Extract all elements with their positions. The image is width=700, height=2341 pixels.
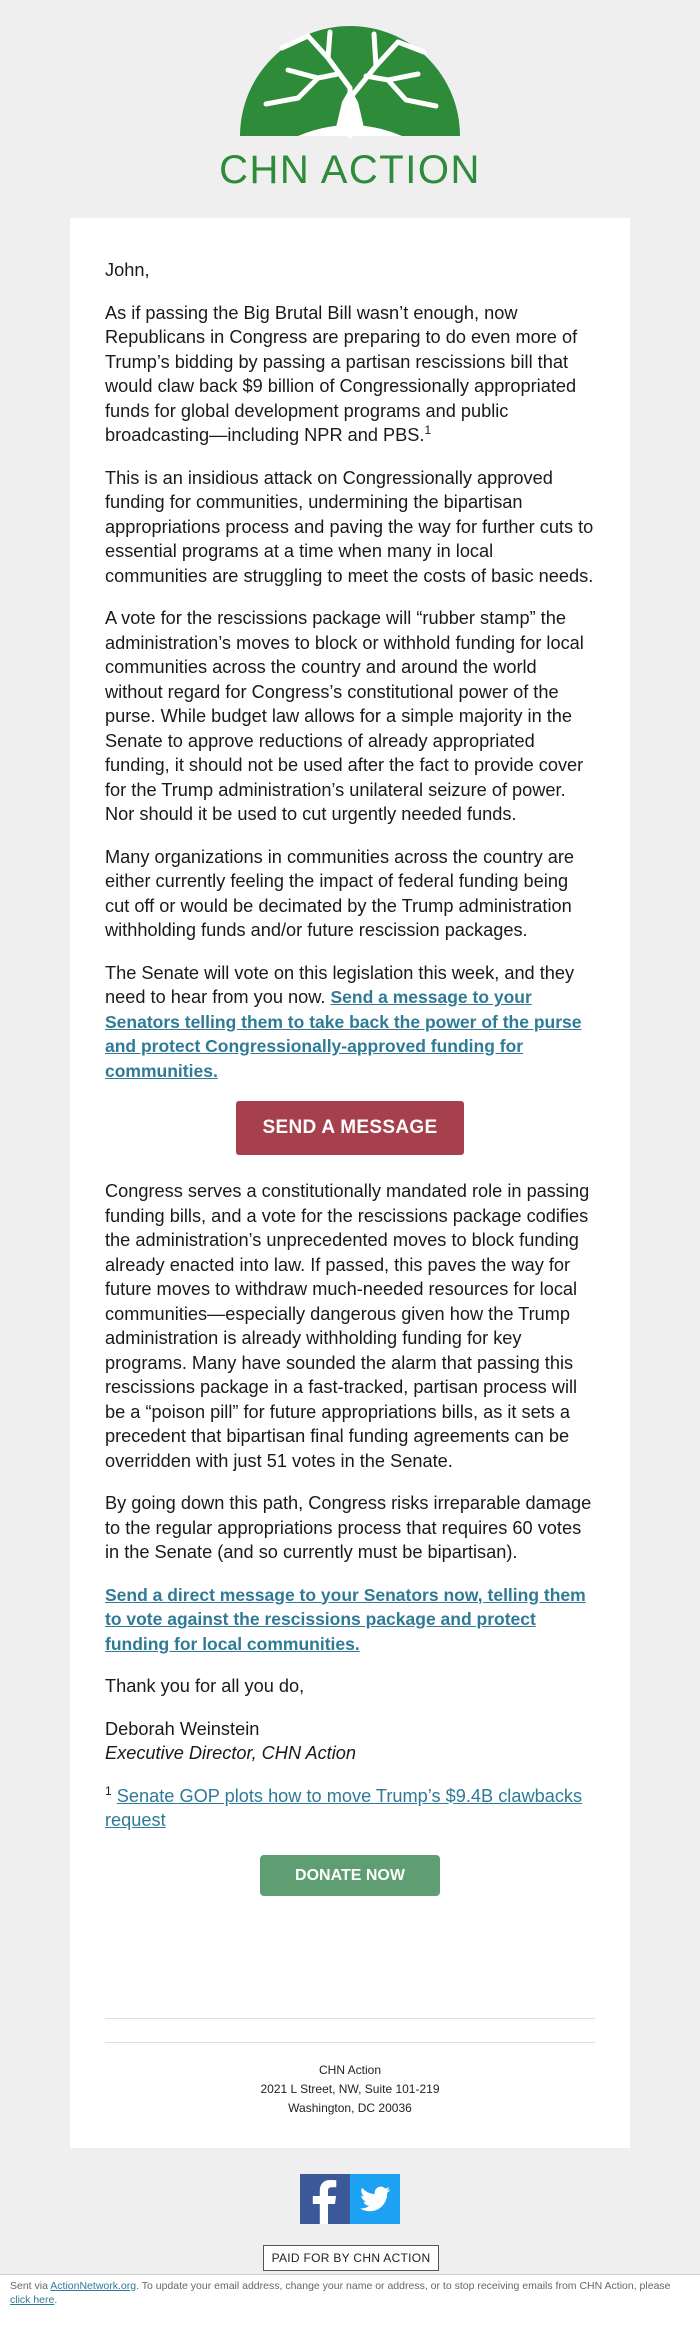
header-logo	[0, 0, 700, 205]
signer-name: Deborah Weinstein	[105, 1718, 260, 1739]
paragraph-attack: This is an insidious attack on Congressionally approved funding for communities, undermining the bipartisan appropriations process and paving the way for further cuts to essential programs at a time when many in local communities are struggling to meet the costs of basic needs.	[105, 467, 594, 586]
actionnetwork-link[interactable]: ActionNetwork.org	[50, 2280, 137, 2292]
address-line: 2021 L Street, NW, Suite 101-219	[260, 2082, 440, 2096]
send-message-button[interactable]: SEND A MESSAGE	[236, 1101, 464, 1155]
divider	[105, 2042, 595, 2043]
footnote-number: 1	[105, 1783, 112, 1798]
footnote-link[interactable]: Senate GOP plots how to move Trump’s $9.4B clawbacks request	[105, 1785, 583, 1830]
paid-for-disclaimer: PAID FOR BY CHN ACTION	[263, 2245, 439, 2271]
paragraph-intro	[105, 301, 595, 448]
paragraph-rubber-stamp: A vote for the rescissions package will “rubber stamp” the administration’s moves to block or withhold funding for local communities across the country and around the world without regard for Congress’s constitutional power of the purse. While budget law allows for a simple majority in the Senate to approve reductions of already appropriated funding, it should not be used after the fact to provide cover for the Trump administration’s unilateral seizure of power. Nor should it be used to cut urgently needed funds.	[105, 608, 584, 824]
sent-via-text: Sent via	[10, 2280, 48, 2292]
tree-logo-icon	[238, 18, 462, 144]
thanks: Thank you for all you do,	[105, 1676, 305, 1696]
signature	[105, 1717, 595, 1766]
donate-wrap	[105, 1855, 595, 1896]
bottom-bar	[0, 2274, 700, 2341]
paragraph-intro-text: As if passing the Big Brutal Bill wasn’t enough, now Republicans in Congress are preparing to do even more of Trump’s bidding by passing a partisan rescissions bill that would claw back $9 billion of Congressionally appropriated funds for global development programs and public broadcasting—including NPR and PBS.	[105, 302, 578, 445]
paragraph-constitutional: Congress serves a constitutionally mandated role in passing funding bills, and a vote for the rescissions package codifies the administration’s unprecedented moves to block funding already enacted into law. If passed, this paves the way for future moves to withdraw much-needed resources for local communities—especially dangerous given how the Trump administration is already withholding funding for key programs. Many have sounded the alarm that passing this rescissions package in a fast-tracked, partisan process will be a “poison pill” for future appropriations bills, as it sets a precedent that bipartisan final funding agreements can be overridden with just 51 votes in the Senate.	[105, 1181, 590, 1471]
send-message-link[interactable]: Send a message to your Senators telling them to take back the power of the purse and protect Congressionally-approved funding for communities.	[105, 987, 582, 1081]
send-message-wrap	[105, 1101, 595, 1155]
paragraph-senate-vote	[105, 961, 595, 1084]
unsubscribe-notice	[10, 2279, 690, 2307]
notice-text: . To update your email address, change your name or address, or to stop receiving emails from CHN Action, please	[136, 2280, 671, 2292]
footnote	[105, 1784, 595, 1833]
paragraph-organizations: Many organizations in communities across the country are either currently feeling the impact of federal funding being cut off or would be decimated by the Trump administration withholding funds and/or future rescission packages.	[105, 846, 575, 940]
notice-period: .	[54, 2294, 58, 2306]
paragraph-irreparable: By going down this path, Congress risks irreparable damage to the regular appropriations process that requires 60 votes in the Senate (and so currently must be bipartisan).	[105, 1493, 592, 1562]
senate-vote-text: The Senate will vote on this legislation this week, and they need to hear from you now.	[105, 962, 575, 1007]
address-line: Washington, DC 20036	[288, 2101, 412, 2115]
paragraph-direct-message	[105, 1583, 595, 1657]
address-line: CHN Action	[318, 2063, 382, 2077]
signer-title: Executive Director, CHN Action	[105, 1743, 357, 1763]
direct-message-link[interactable]: Send a direct message to your Senators now, telling them to vote against the rescissions package and protect funding for local communities.	[105, 1584, 586, 1654]
email-body	[70, 218, 630, 2148]
twitter-icon[interactable]	[350, 2174, 400, 2224]
mailing-address	[70, 2061, 630, 2118]
org-name: CHN ACTION	[219, 148, 481, 192]
divider	[105, 2018, 595, 2019]
email-content	[105, 258, 595, 1920]
facebook-icon[interactable]	[300, 2174, 350, 2224]
footnote-marker: 1	[424, 422, 432, 437]
click-here-link[interactable]: click here	[10, 2294, 55, 2306]
donate-button[interactable]: DONATE NOW	[260, 1855, 440, 1896]
greeting: John,	[105, 260, 150, 280]
